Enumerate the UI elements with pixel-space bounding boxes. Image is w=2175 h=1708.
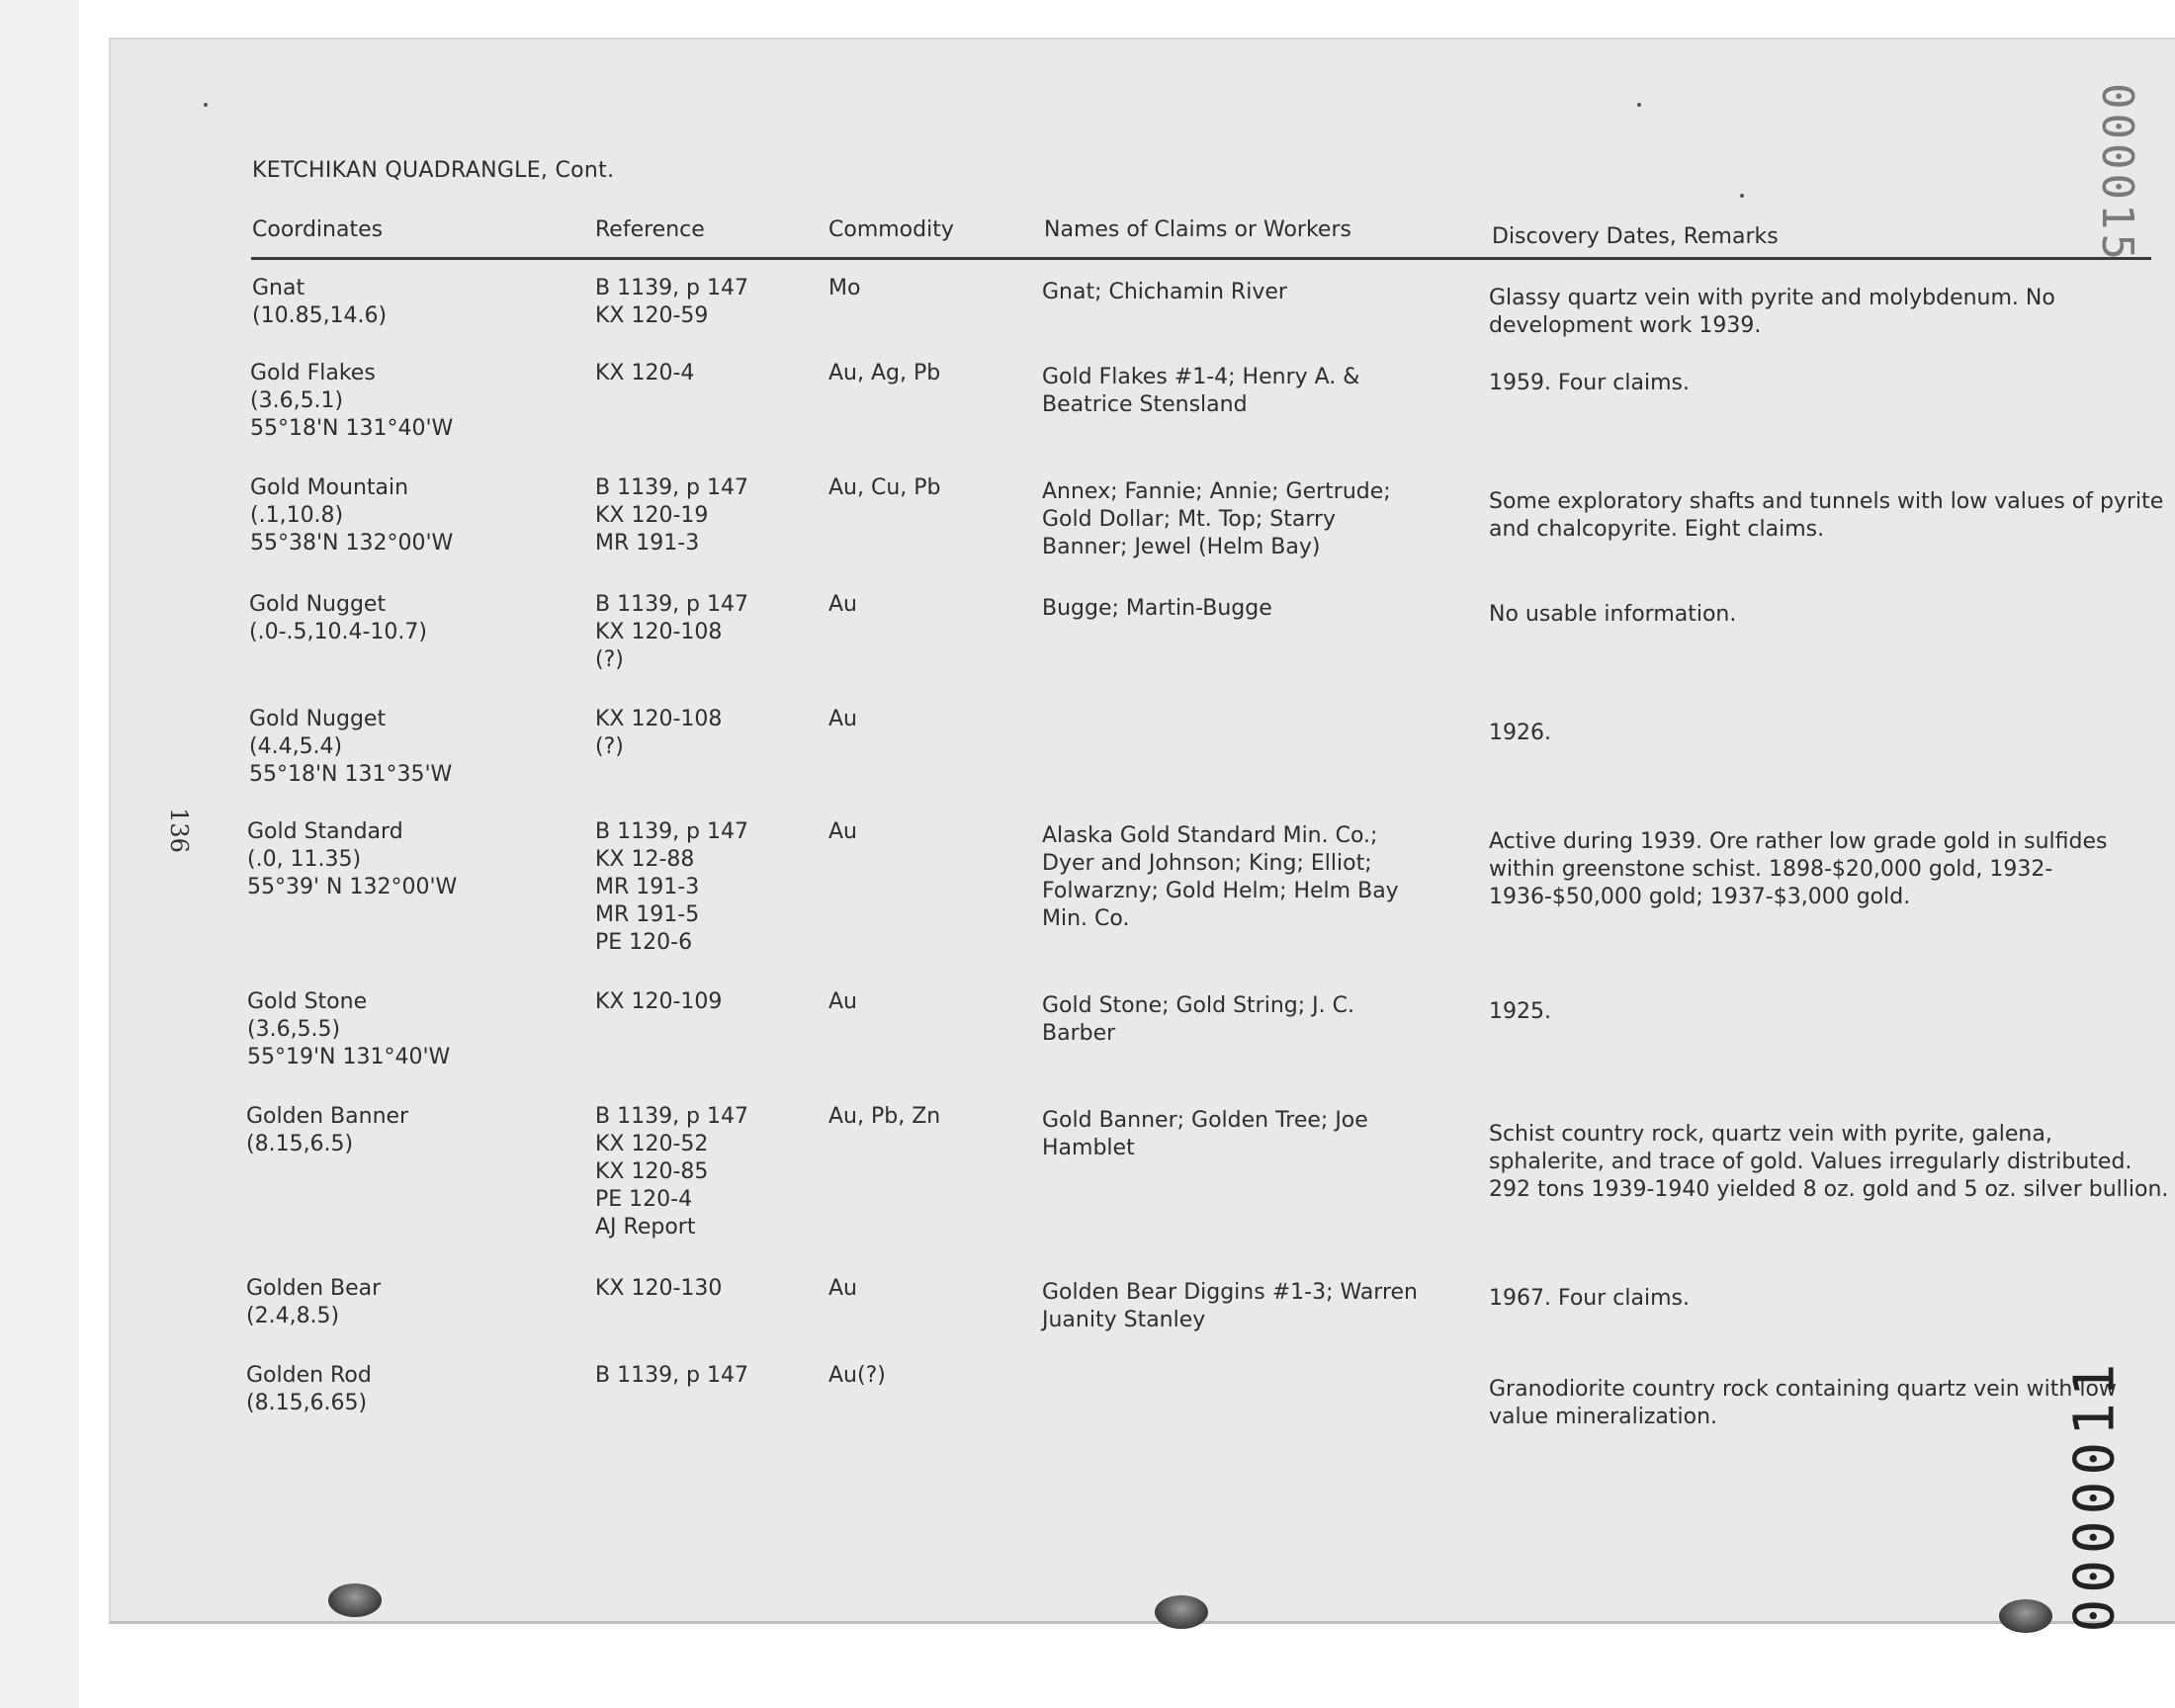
reference-line: KX 120-4 bbox=[595, 361, 695, 385]
column-header-coordinates: Coordinates bbox=[252, 217, 384, 242]
reference-line: KX 120-85 bbox=[595, 1159, 709, 1184]
scan-speck bbox=[1740, 194, 1744, 198]
coordinate-line: 55°18'N 131°35'W bbox=[249, 762, 453, 787]
commodity-cell: Au bbox=[828, 819, 857, 844]
claim-names-line: Hamblet bbox=[1042, 1136, 1135, 1160]
commodity-cell: Mo bbox=[828, 276, 861, 300]
reference-line: AJ Report bbox=[595, 1215, 696, 1239]
reference-line: B 1139, p 147 bbox=[595, 1363, 749, 1388]
commodity-cell: Au bbox=[828, 707, 857, 731]
coordinate-line: (2.4,8.5) bbox=[246, 1304, 340, 1328]
remarks-cell: No usable information. bbox=[1489, 602, 1737, 627]
archive-stamp-top: 000015 bbox=[2091, 83, 2142, 264]
reference-line: B 1139, p 147 bbox=[595, 819, 749, 844]
claim-names-line: Gold Flakes #1-4; Henry A. & bbox=[1042, 365, 1360, 389]
page-title: KETCHIKAN QUADRANGLE, Cont. bbox=[252, 158, 615, 183]
column-header-names: Names of Claims or Workers bbox=[1044, 217, 1351, 242]
reference-line: B 1139, p 147 bbox=[595, 1104, 749, 1129]
coordinate-line: 55°39' N 132°00'W bbox=[247, 875, 458, 899]
prospect-name: Gold Flakes bbox=[250, 361, 376, 385]
claim-names-line: Folwarzny; Gold Helm; Helm Bay bbox=[1042, 879, 1399, 903]
claim-names-line: Alaska Gold Standard Min. Co.; bbox=[1042, 823, 1378, 848]
coordinate-line: 55°38'N 132°00'W bbox=[250, 531, 454, 555]
reference-line: KX 120-109 bbox=[595, 989, 723, 1014]
prospect-name: Gold Stone bbox=[247, 989, 368, 1014]
coordinate-line: (10.85,14.6) bbox=[252, 303, 388, 328]
prospect-name: Golden Bear bbox=[246, 1276, 382, 1301]
coordinate-line: (4.4,5.4) bbox=[249, 734, 343, 759]
commodity-cell: Au bbox=[828, 989, 857, 1014]
reference-line: KX 120-108 bbox=[595, 620, 723, 644]
coordinate-line: (3.6,5.5) bbox=[247, 1017, 341, 1042]
prospect-name: Gnat bbox=[252, 276, 305, 300]
header-rule bbox=[251, 257, 2151, 260]
coordinate-line: (.0-.5,10.4-10.7) bbox=[249, 620, 427, 644]
remarks-cell: 1959. Four claims. bbox=[1489, 371, 1690, 395]
coordinate-line: (.0, 11.35) bbox=[247, 847, 362, 872]
remarks-cell: Glassy quartz vein with pyrite and molybdenum. No development work 1939. bbox=[1489, 286, 2055, 338]
reference-line: KX 120-108 bbox=[595, 707, 723, 731]
claim-names-line: Gold Stone; Gold String; J. C. bbox=[1042, 993, 1354, 1018]
reference-line: KX 120-19 bbox=[595, 503, 709, 528]
remarks-cell: Schist country rock, quartz vein with pyrite, galena, sphalerite, and trace of gold. Values irregularly distributed. 292 tons 1939-1940 yielded 8 oz. gold and 5 oz. silver bullion. bbox=[1489, 1122, 2169, 1202]
claim-names-line: Gold Dollar; Mt. Top; Starry bbox=[1042, 507, 1337, 532]
claim-names-line: Beatrice Stensland bbox=[1042, 392, 1248, 417]
claim-names-line: Bugge; Martin-Bugge bbox=[1042, 596, 1272, 621]
page-number: 136 bbox=[164, 808, 193, 853]
reference-line: MR 191-3 bbox=[595, 531, 700, 555]
coordinate-line: 55°19'N 131°40'W bbox=[247, 1045, 451, 1069]
claim-names-line: Juanity Stanley bbox=[1042, 1308, 1206, 1332]
archive-stamp-bottom: 0000011 bbox=[2062, 1357, 2128, 1633]
claim-names-line: Banner; Jewel (Helm Bay) bbox=[1042, 535, 1321, 559]
reference-line: KX 120-59 bbox=[595, 303, 709, 328]
claim-names-line: Min. Co. bbox=[1042, 906, 1130, 931]
coordinate-line: (8.15,6.65) bbox=[246, 1391, 368, 1415]
prospect-name: Gold Nugget bbox=[249, 707, 387, 731]
reference-line: KX 12-88 bbox=[595, 847, 695, 872]
reference-line: (?) bbox=[595, 647, 624, 672]
reference-line: MR 191-5 bbox=[595, 902, 700, 927]
reference-line: PE 120-6 bbox=[595, 930, 693, 955]
remarks-cell: 1926. bbox=[1489, 721, 1551, 745]
reference-line: (?) bbox=[595, 734, 624, 759]
reference-line: PE 120-4 bbox=[595, 1187, 693, 1212]
claim-names-line: Gnat; Chichamin River bbox=[1042, 280, 1287, 304]
coordinate-line: (8.15,6.5) bbox=[246, 1132, 354, 1156]
reference-line: B 1139, p 147 bbox=[595, 475, 749, 500]
claim-names-line: Barber bbox=[1042, 1021, 1116, 1046]
prospect-name: Gold Nugget bbox=[249, 592, 387, 617]
scan-speck bbox=[204, 103, 208, 107]
column-header-reference: Reference bbox=[595, 217, 705, 242]
punch-hole-left bbox=[328, 1583, 382, 1617]
remarks-cell: Active during 1939. Ore rather low grade gold in sulfides within greenstone schist. 1898-$20,000 gold, 1932-1936-$50,000 gold; 1937-$3,000 gold. bbox=[1489, 829, 2108, 909]
coordinate-line: (3.6,5.1) bbox=[250, 388, 344, 413]
claim-names-line: Annex; Fannie; Annie; Gertrude; bbox=[1042, 479, 1391, 504]
scan-speck bbox=[1637, 103, 1641, 107]
column-header-commodity: Commodity bbox=[828, 217, 954, 242]
commodity-cell: Au(?) bbox=[828, 1363, 886, 1388]
coordinate-line: (.1,10.8) bbox=[250, 503, 344, 528]
commodity-cell: Au, Pb, Zn bbox=[828, 1104, 941, 1129]
claim-names-line: Dyer and Johnson; King; Elliot; bbox=[1042, 851, 1372, 876]
commodity-cell: Au, Cu, Pb bbox=[828, 475, 941, 500]
commodity-cell: Au bbox=[828, 1276, 857, 1301]
remarks-cell: 1925. bbox=[1489, 999, 1551, 1024]
prospect-name: Gold Standard bbox=[247, 819, 403, 844]
scanner-margin bbox=[0, 0, 79, 1708]
remarks-cell: 1967. Four claims. bbox=[1489, 1286, 1690, 1311]
reference-line: KX 120-130 bbox=[595, 1276, 723, 1301]
reference-line: B 1139, p 147 bbox=[595, 276, 749, 300]
claim-names-line: Golden Bear Diggins #1-3; Warren bbox=[1042, 1280, 1418, 1305]
punch-hole-right bbox=[1999, 1599, 2052, 1633]
commodity-cell: Au bbox=[828, 592, 857, 617]
reference-line: B 1139, p 147 bbox=[595, 592, 749, 617]
remarks-cell: Granodiorite country rock containing quartz vein with low value mineralization. bbox=[1489, 1377, 2117, 1429]
reference-line: KX 120-52 bbox=[595, 1132, 709, 1156]
punch-hole-center bbox=[1155, 1595, 1208, 1629]
coordinate-line: 55°18'N 131°40'W bbox=[250, 416, 454, 441]
prospect-name: Golden Banner bbox=[246, 1104, 409, 1129]
commodity-cell: Au, Ag, Pb bbox=[828, 361, 941, 385]
claim-names-line: Gold Banner; Golden Tree; Joe bbox=[1042, 1108, 1368, 1133]
reference-line: MR 191-3 bbox=[595, 875, 700, 899]
prospect-name: Gold Mountain bbox=[250, 475, 409, 500]
prospect-name: Golden Rod bbox=[246, 1363, 372, 1388]
column-header-remarks: Discovery Dates, Remarks bbox=[1492, 224, 1779, 249]
remarks-cell: Some exploratory shafts and tunnels with low values of pyrite and chalcopyrite. Eight claims. bbox=[1489, 489, 2164, 542]
